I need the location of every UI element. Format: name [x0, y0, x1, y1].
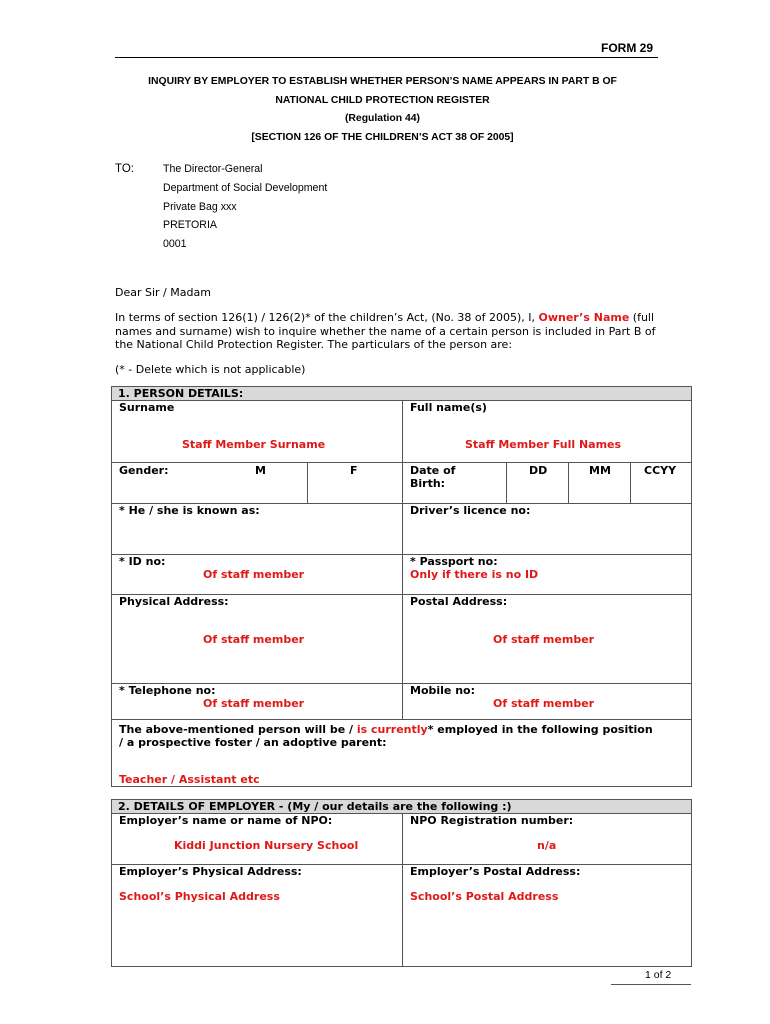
gender-f-option[interactable]: F — [350, 464, 358, 477]
form-number: FORM 29 — [601, 41, 654, 55]
position-text-2: * employed in the following position — [427, 723, 653, 736]
recipient-line: Private Bag xxx — [163, 201, 237, 213]
recipient-line: PRETORIA — [163, 219, 217, 231]
employer-postal-label: Employer’s Postal Address: — [410, 865, 581, 878]
postal-address-value[interactable]: Of staff member — [493, 633, 595, 646]
employer-physical-value[interactable]: School’s Physical Address — [119, 890, 280, 903]
delete-note: (* - Delete which is not applicable) — [115, 363, 306, 376]
gender-m-option[interactable]: M — [255, 464, 266, 477]
fullnames-label: Full name(s) — [410, 401, 487, 414]
person-details-table — [111, 386, 692, 787]
npo-value[interactable]: n/a — [537, 839, 557, 852]
employer-name-value[interactable]: Kiddi Junction Nursery School — [174, 839, 359, 852]
form-number-rule — [115, 57, 658, 58]
employer-name-label: Employer’s name or name of NPO: — [119, 814, 333, 827]
letter-body-part1: In terms of section 126(1) / 126(2)* of the children’s Act, (No. 38 of 2005), I, — [115, 311, 535, 324]
dob-day-field[interactable]: DD — [529, 464, 548, 477]
column-divider — [402, 814, 403, 967]
npo-label: NPO Registration number: — [410, 814, 574, 827]
physical-address-label: Physical Address: — [119, 595, 229, 608]
position-line-2: / a prospective foster / an adoptive parent: — [119, 736, 387, 749]
title-line-2: NATIONAL CHILD PROTECTION REGISTER — [275, 95, 490, 106]
recipient-line: 0001 — [163, 238, 187, 250]
position-text-1: The above-mentioned person will be / — [119, 723, 354, 736]
postal-address-label: Postal Address: — [410, 595, 508, 608]
letter-body-part2: (full names and surname) wish to inquire whether the name of a certain person is included in Part B of the National Child Protection Register. The particulars of the person are: — [115, 311, 656, 351]
column-divider — [630, 462, 631, 503]
position-value[interactable]: Teacher / Assistant etc — [119, 773, 260, 786]
title-section: [SECTION 126 OF THE CHILDREN’S ACT 38 OF 2005] — [251, 132, 514, 143]
column-divider — [506, 462, 507, 503]
position-statement — [119, 723, 653, 736]
licence-label: Driver’s licence no: — [410, 504, 531, 517]
page-number-rule — [611, 984, 691, 985]
surname-label: Surname — [119, 401, 175, 414]
recipient-line: Department of Social Development — [163, 182, 328, 194]
telephone-label: * Telephone no: — [119, 684, 216, 697]
dob-year-field[interactable]: CCYY — [644, 464, 677, 477]
known-as-label: * He / she is known as: — [119, 504, 260, 517]
gender-label: Gender: — [119, 464, 169, 477]
owner-name: Owner’s Name — [538, 311, 630, 324]
id-label: * ID no: — [119, 555, 166, 568]
salutation: Dear Sir / Madam — [115, 286, 211, 299]
position-red-text: is currently — [356, 723, 428, 736]
page-number: 1 of 2 — [645, 969, 672, 981]
employer-details-table — [111, 799, 692, 967]
surname-value[interactable]: Staff Member Surname — [182, 438, 326, 451]
letter-body — [115, 311, 675, 352]
id-value[interactable]: Of staff member — [203, 568, 305, 581]
to-label: TO: — [115, 163, 134, 175]
section1-header: 1. PERSON DETAILS: — [112, 387, 691, 401]
column-divider — [568, 462, 569, 503]
fullnames-value[interactable]: Staff Member Full Names — [465, 438, 622, 451]
employer-physical-label: Employer’s Physical Address: — [119, 865, 302, 878]
employer-postal-value[interactable]: School’s Postal Address — [410, 890, 559, 903]
telephone-value[interactable]: Of staff member — [203, 697, 305, 710]
mobile-label: Mobile no: — [410, 684, 475, 697]
title-line-1: INQUIRY BY EMPLOYER TO ESTABLISH WHETHER PERSON’S NAME APPEARS IN PART B OF — [148, 76, 617, 87]
physical-address-value[interactable]: Of staff member — [203, 633, 305, 646]
column-divider — [402, 401, 403, 719]
passport-value[interactable]: Only if there is no ID — [410, 568, 539, 581]
passport-label: * Passport no: — [410, 555, 498, 568]
section2-header: 2. DETAILS OF EMPLOYER - (My / our details are the following :) — [112, 800, 691, 814]
recipient-line: The Director-General — [163, 163, 263, 175]
mobile-value[interactable]: Of staff member — [493, 697, 595, 710]
dob-label: Date of Birth: — [410, 464, 456, 490]
dob-month-field[interactable]: MM — [589, 464, 611, 477]
row-divider — [112, 719, 691, 720]
title-regulation: (Regulation 44) — [344, 113, 421, 124]
column-divider — [307, 462, 308, 503]
